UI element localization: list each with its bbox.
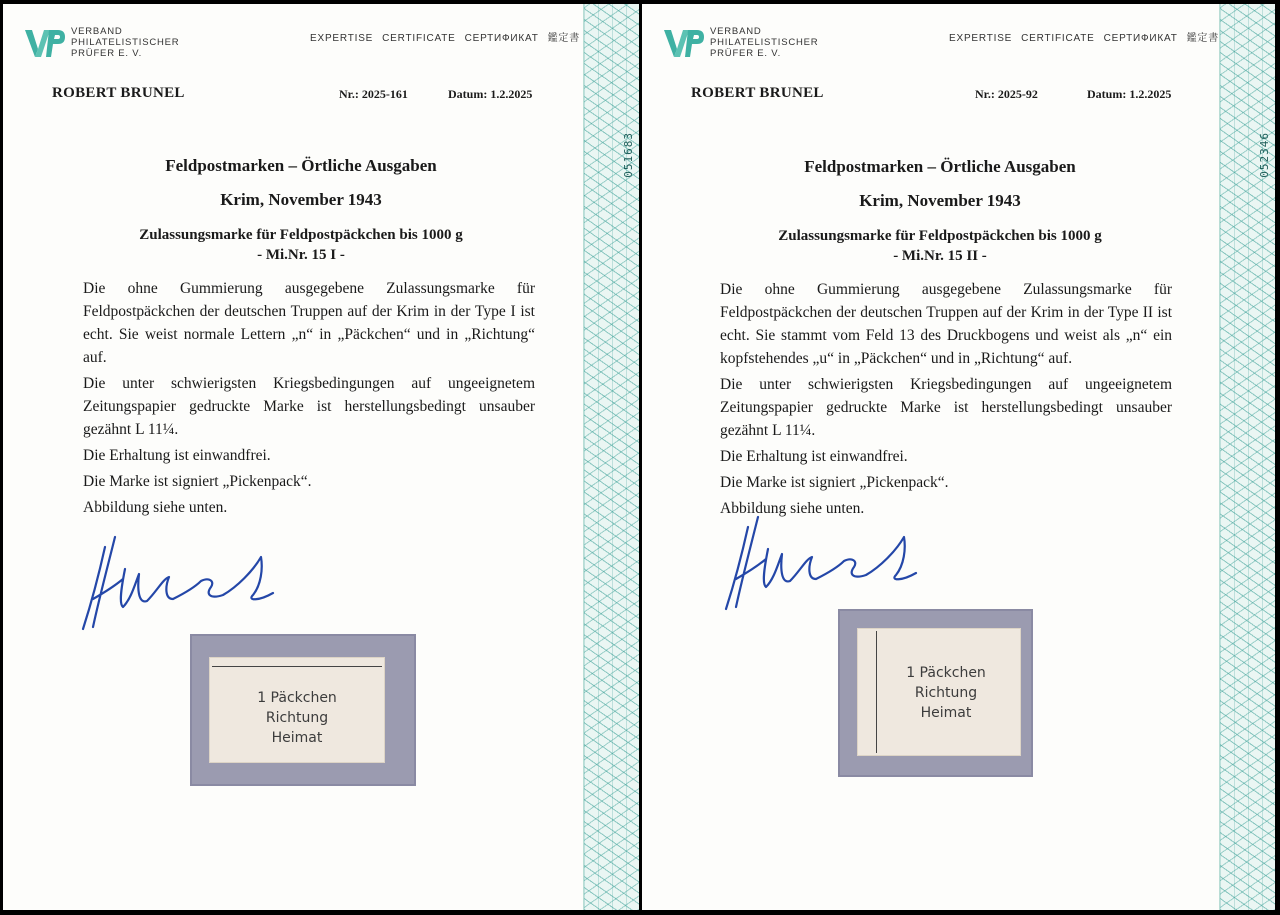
paragraph-printing: Die unter schwierigsten Kriegsbedingungen auf ungeeignetem Zeitungspapier gedruckte Marke ist herstellungsbedingt unsauber gezähnt L 11¼. (83, 375, 535, 438)
stamp-image: 1 Päckchen Richtung Heimat (210, 658, 384, 762)
serial-number: 051683 (622, 132, 635, 178)
certificate-number: Nr.: 2025-92 (975, 87, 1038, 101)
vpp-logo (664, 26, 818, 59)
paragraph-illustration: Abbildung siehe unten. (720, 500, 865, 517)
stamp-illustration (838, 609, 1033, 777)
certificate-date: Datum: 1.2.2025 (1087, 87, 1172, 101)
certificate-body (720, 278, 1172, 523)
paragraph-printing: Die unter schwierigsten Kriegsbedingungen auf ungeeignetem Zeitungspapier gedruckte Marke ist herstellungsbedingt unsauber gezähnt L 11¼. (720, 376, 1172, 439)
certificate-type-labels: EXPERTISE CERTIFICATE СЕРТИФИКАТ 鑑定書 (949, 33, 1220, 44)
stamp-illustration (190, 634, 416, 786)
paragraph-signed: Die Marke ist signiert „Pickenpack“. (83, 473, 312, 490)
certificate-date: Datum: 1.2.2025 (448, 87, 533, 101)
paragraph-authenticity: Die ohne Gummierung ausgegebene Zulassungsmarke für Feldpostpäckchen der deutschen Truppen auf der Krim in der Type II ist echt. Sie stammt vom Feld 13 des Druckbogens und weist als „n“ ein kopfstehendes „u“ in „Päckchen“ und in „Richtung“ auf. (720, 281, 1172, 367)
title-issue: Krim, November 1943 (220, 190, 382, 209)
certificate-type-labels: EXPERTISE CERTIFICATE СЕРТИФИКАТ 鑑定書 (310, 33, 581, 44)
certificate-right (642, 4, 1275, 910)
paragraph-illustration: Abbildung siehe unten. (83, 499, 228, 516)
paragraph-condition: Die Erhaltung ist einwandfrei. (720, 448, 908, 465)
title-category: Feldpostmarken – Örtliche Ausgaben (165, 156, 437, 175)
title-category: Feldpostmarken – Örtliche Ausgaben (804, 157, 1076, 176)
title-stamp: Zulassungsmarke für Feldpostpäckchen bis 1000 g (778, 228, 1102, 244)
org-name: VERBAND PHILATELISTISCHER PRÜFER E. V. (710, 26, 819, 59)
expert-signature (720, 509, 920, 619)
certificate-body (83, 277, 535, 522)
title-catalog-number: - Mi.Nr. 15 II - (893, 248, 987, 264)
expert-name: ROBERT BRUNEL (691, 85, 824, 101)
expert-name: ROBERT BRUNEL (52, 85, 185, 101)
title-catalog-number: - Mi.Nr. 15 I - (257, 247, 345, 263)
title-issue: Krim, November 1943 (859, 191, 1021, 210)
vp-logo-icon (25, 27, 65, 59)
security-strip (583, 4, 639, 910)
paragraph-signed: Die Marke ist signiert „Pickenpack“. (720, 474, 949, 491)
serial-number: 052346 (1258, 132, 1271, 178)
paragraph-condition: Die Erhaltung ist einwandfrei. (83, 447, 271, 464)
expert-signature (77, 529, 277, 639)
paragraph-authenticity: Die ohne Gummierung ausgegebene Zulassungsmarke für Feldpostpäckchen der deutschen Truppen auf der Krim in der Type I ist echt. Sie weist normale Lettern „n“ in „Päckchen“ und in „Richtung“ auf. (83, 280, 535, 366)
certificate-left (3, 4, 639, 910)
title-stamp: Zulassungsmarke für Feldpostpäckchen bis 1000 g (139, 227, 463, 243)
vp-logo-icon (664, 27, 704, 59)
vpp-logo (25, 26, 179, 59)
certificate-number: Nr.: 2025-161 (339, 87, 408, 101)
org-name: VERBAND PHILATELISTISCHER PRÜFER E. V. (71, 26, 180, 59)
security-strip (1219, 4, 1275, 910)
stamp-image: 1 Päckchen Richtung Heimat (858, 629, 1020, 755)
